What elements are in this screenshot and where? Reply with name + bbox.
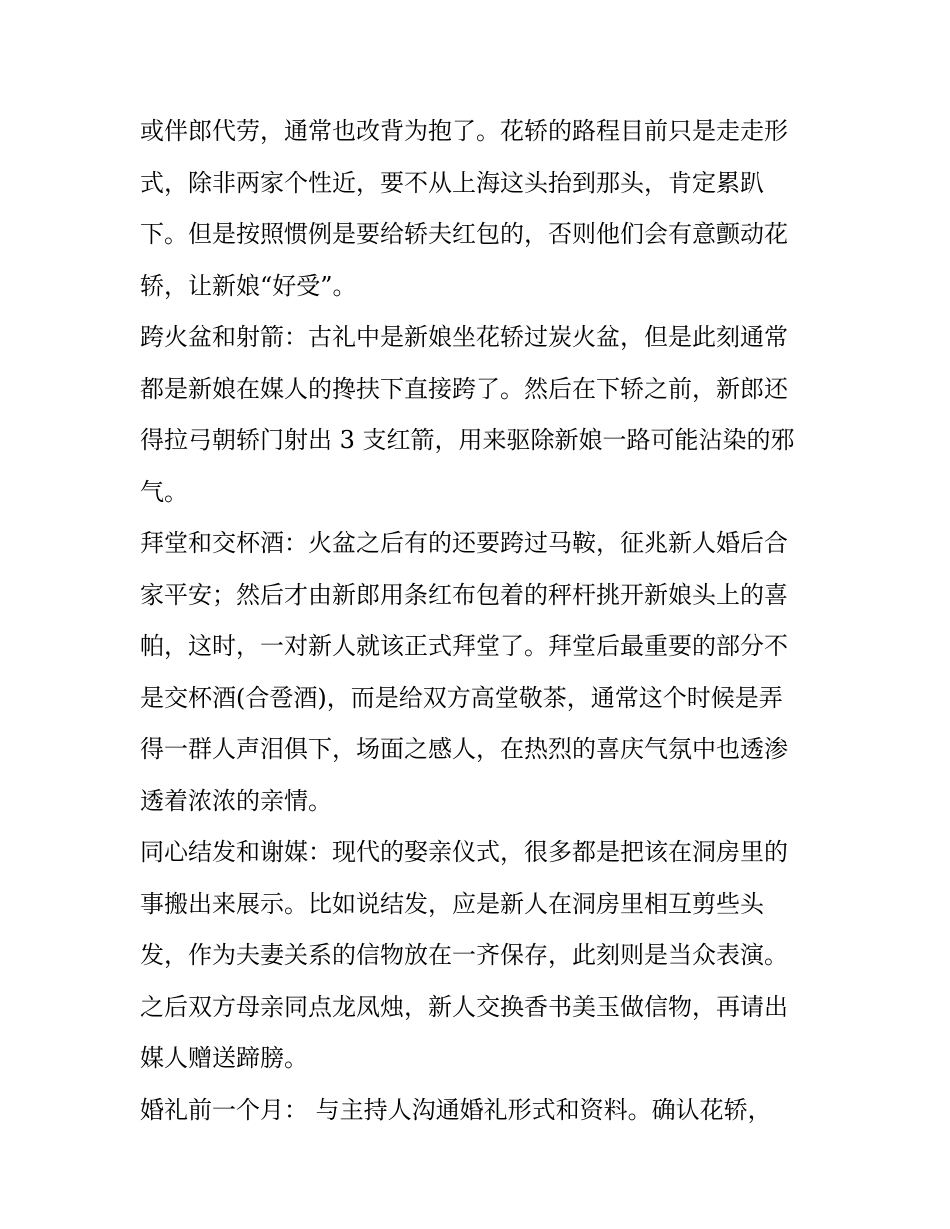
paragraph-sedan-chair: [140, 106, 812, 312]
text-line: 家平安；然后才由新郎用条红布包着的秤杆挑开新娘头上的喜: [140, 580, 788, 609]
text-line: 得拉弓朝轿门射出 3 支红箭，用来驱除新娘一路可能沾染的邪: [140, 426, 795, 454]
text-line: 或伴郎代劳，通常也改背为抱了。花轿的路程目前只是走走形: [140, 117, 788, 145]
paragraph-fire-basin-arrows: [140, 312, 812, 518]
paragraph-worship-wine: [140, 518, 812, 827]
text-line: 是交杯酒(合卺酒)，而是给双方高堂敬茶，通常这个时候是弄: [140, 683, 783, 712]
text-line: 之后双方母亲同点龙凤烛，新人交换香书美玉做信物，再请出: [140, 992, 788, 1021]
text-line: 得一群人声泪俱下，场面之感人，在热烈的喜庆气氛中也透渗: [140, 735, 788, 763]
text-line: 气。: [140, 477, 188, 506]
paragraph-one-month-before: [140, 1085, 812, 1137]
text-line: 同心结发和谢媒：现代的娶亲仪式，很多都是把该在洞房里的: [140, 838, 788, 866]
text-line: 下。但是按照惯例是要给轿夫红包的，否则他们会有意颤动花: [140, 220, 788, 248]
text-line: 媒人赠送蹄膀。: [140, 1044, 308, 1072]
text-line: 轿，让新娘“好受”。: [140, 271, 357, 300]
text-line: 透着浓浓的亲情。: [140, 786, 332, 815]
text-line: 婚礼前一个月： 与主持人沟通婚礼形式和资料。确认花轿，: [140, 1095, 772, 1124]
text-line: 拜堂和交杯酒：火盆之后有的还要跨过马鞍，征兆新人婚后合: [140, 529, 788, 557]
document-body: [140, 106, 812, 1136]
text-line: 跨火盆和射箭：古礼中是新娘坐花轿过炭火盆，但是此刻通常: [140, 323, 788, 351]
text-line: 都是新娘在媒人的搀扶下直接跨了。然后在下轿之前，新郎还: [140, 374, 788, 403]
text-line: 式，除非两家个性近，要不从上海这头抬到那头，肯定累趴: [140, 168, 764, 197]
text-line: 帕，这时，一对新人就该正式拜堂了。拜堂后最重要的部分不: [140, 632, 788, 660]
paragraph-hair-tying-matchmaker: [140, 827, 812, 1085]
text-line: 事搬出来展示。比如说结发，应是新人在洞房里相互剪些头: [140, 889, 764, 918]
text-line: 发，作为夫妻关系的信物放在一齐保存，此刻则是当众表演。: [140, 941, 788, 969]
